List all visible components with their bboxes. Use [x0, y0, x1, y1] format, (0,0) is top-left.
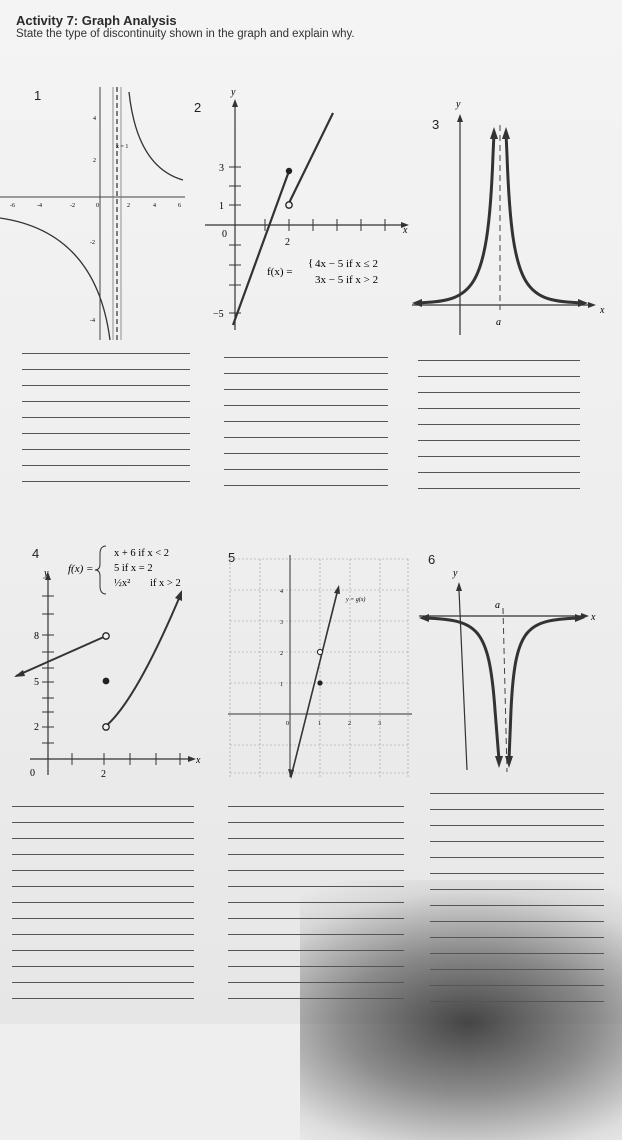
problem-6-number: 6 — [428, 552, 436, 567]
answer-lines-2 — [224, 357, 388, 501]
curve-right — [506, 133, 584, 303]
curve-left — [416, 133, 494, 303]
graph-2 — [205, 85, 415, 335]
activity-title: Activity 7: Graph Analysis — [16, 13, 177, 28]
y-tick-label: 4 — [93, 116, 96, 122]
svg-text:{: { — [308, 257, 314, 269]
answer-lines-5 — [228, 806, 404, 1014]
function-label: f(x) = — [267, 266, 293, 278]
svg-text:2: 2 — [101, 769, 106, 780]
function-label: f(x) = — [68, 563, 94, 575]
problem-3-number: 3 — [432, 117, 440, 132]
x-tick-label: 0 — [96, 203, 99, 209]
svg-text:y: y — [456, 99, 461, 110]
svg-text:0: 0 — [222, 229, 227, 240]
svg-text:x: x — [196, 755, 201, 766]
answer-lines-3 — [418, 360, 580, 504]
svg-text:a: a — [496, 317, 501, 328]
piece-3-condition: if x > 2 — [150, 578, 181, 589]
problem-2-number: 2 — [194, 100, 202, 115]
svg-text:x: x — [591, 612, 596, 623]
curve-right — [509, 618, 579, 760]
y-tick-label: -2 — [90, 240, 95, 246]
svg-text:3: 3 — [219, 163, 224, 174]
piece-2: 5 if x = 2 — [114, 563, 153, 574]
curve-left — [425, 618, 499, 760]
svg-text:a: a — [495, 600, 500, 611]
svg-text:3: 3 — [378, 721, 381, 727]
svg-text:2: 2 — [285, 237, 290, 248]
piece-left-line — [16, 636, 106, 676]
svg-text:1: 1 — [318, 721, 321, 727]
asymptote-label: x = 1 — [116, 144, 129, 150]
x-tick-label: -2 — [70, 203, 75, 209]
svg-text:−5: −5 — [213, 309, 224, 320]
x-tick-label: 4 — [153, 203, 156, 209]
closed-point — [103, 678, 110, 685]
graph-3 — [412, 95, 622, 340]
open-point — [317, 649, 322, 654]
svg-text:x: x — [600, 305, 605, 316]
curve-right-branch — [129, 92, 183, 180]
graph-5 — [228, 555, 418, 780]
problem-1-number: 1 — [34, 88, 42, 103]
svg-text:8: 8 — [34, 631, 39, 642]
piece-1: x + 6 if x < 2 — [114, 548, 170, 559]
svg-text:2: 2 — [348, 721, 351, 727]
svg-text:y: y — [231, 87, 236, 98]
svg-text:2: 2 — [280, 651, 283, 657]
svg-text:0: 0 — [30, 768, 35, 779]
y-tick-label: 2 — [93, 158, 96, 164]
y-tick-label: -4 — [90, 318, 95, 324]
svg-text:y: y — [44, 568, 49, 579]
svg-text:5: 5 — [34, 677, 39, 688]
graph-1 — [0, 82, 190, 342]
answer-lines-6 — [430, 793, 604, 1017]
piece-1: 4x − 5 if x ≤ 2 — [315, 258, 378, 270]
x-tick-label: -6 — [10, 203, 15, 209]
svg-text:x: x — [403, 225, 408, 236]
instructions: State the type of discontinuity shown in the graph and explain why. — [16, 28, 355, 40]
answer-lines-4 — [12, 806, 194, 1014]
svg-text:3: 3 — [280, 620, 283, 626]
answer-lines-1 — [22, 353, 190, 497]
open-point — [286, 202, 292, 208]
svg-text:1: 1 — [219, 201, 224, 212]
x-tick-label: 6 — [178, 203, 181, 209]
piece-2: 3x − 5 if x > 2 — [315, 274, 379, 286]
open-point-upper — [103, 633, 109, 639]
closed-point — [317, 680, 322, 685]
graph-4 — [10, 540, 215, 785]
svg-text:1: 1 — [280, 682, 283, 688]
closed-point — [286, 168, 292, 174]
svg-text:y: y — [453, 568, 458, 579]
x-tick-label: -4 — [37, 203, 42, 209]
asymptote-line — [503, 608, 507, 772]
piece-right-line — [289, 113, 333, 203]
problem-5-number: 5 — [228, 550, 236, 565]
piece-3-expression: ½x² — [114, 578, 131, 589]
problem-4-number: 4 — [32, 546, 40, 561]
svg-text:0: 0 — [286, 721, 289, 727]
curve-label: y = g(x) — [346, 597, 366, 603]
x-tick-label: 2 — [127, 203, 130, 209]
parabola-branch — [106, 596, 180, 726]
open-point-lower — [103, 724, 109, 730]
graph-6 — [415, 560, 620, 775]
piece-left-line — [233, 171, 289, 325]
svg-text:4: 4 — [280, 589, 283, 595]
svg-text:2: 2 — [34, 722, 39, 733]
